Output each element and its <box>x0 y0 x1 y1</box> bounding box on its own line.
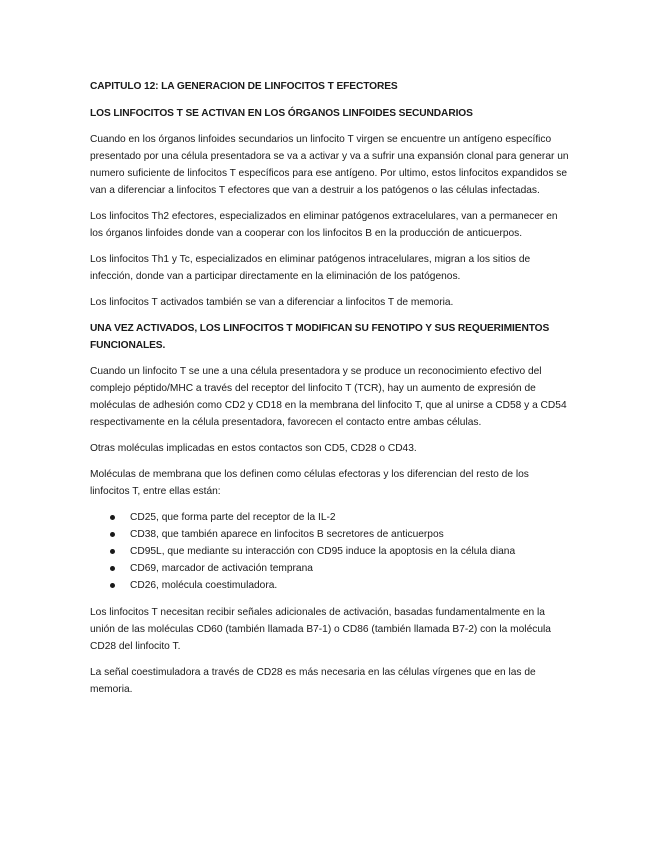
paragraph: Los linfocitos T activados también se van a diferenciar a linfocitos T de memoria. <box>90 297 454 308</box>
paragraph: Otras moléculas implicadas en estos contactos son CD5, CD28 o CD43. <box>90 443 417 454</box>
list-item <box>90 577 570 594</box>
list-item-text: CD69, marcador de activación temprana <box>130 563 313 574</box>
paragraph: La señal coestimuladora a través de CD28 es más necesaria en las células vírgenes que en las de memoria. <box>90 667 536 695</box>
paragraph: Moléculas de membrana que los definen como células efectoras y los diferencian del resto de los linfocitos T, entre ellas están: <box>90 469 529 497</box>
marker-list <box>90 509 570 594</box>
section-heading-activation: LOS LINFOCITOS T SE ACTIVAN EN LOS ÓRGANOS LINFOIDES SECUNDARIOS <box>90 108 473 119</box>
list-item <box>90 509 570 526</box>
list-item <box>90 526 570 543</box>
paragraph: Cuando en los órganos linfoides secundarios un linfocito T virgen se encuentre un antígeno específico presentado por una célula presentadora se va a activar y va a sufrir una expansión clonal para generar un numero suficiente de linfocitos T específicos para ese antígeno. Por ultimo, estos linfocitos expandidos se van a diferenciar a linfocitos T efectores que van a destruir a los patógenos o las células infectadas. <box>90 134 569 196</box>
bullet-icon <box>110 549 115 554</box>
list-item <box>90 560 570 577</box>
bullet-icon <box>110 515 115 520</box>
paragraph: Los linfocitos Th1 y Tc, especializados en eliminar patógenos intracelulares, migran a los sitios de infección, donde van a participar directamente en la eliminación de los patógenos. <box>90 254 531 282</box>
bullet-icon <box>110 566 115 571</box>
list-item-text: CD38, que también aparece en linfocitos B secretores de anticuerpos <box>130 529 444 540</box>
bullet-icon <box>110 583 115 588</box>
paragraph: Cuando un linfocito T se une a una célula presentadora y se produce un reconocimiento efectivo del complejo péptido/MHC a través del receptor del linfocito T (TCR), hay un aumento de expresión de moléculas de adhesión como CD2 y CD18 en la membrana del linfocito T, que al unirse a CD58 y a CD54 respectivamente en la célula presentadora, favorecen el contacto entre ambas células. <box>90 366 567 428</box>
chapter-title: CAPITULO 12: LA GENERACION DE LINFOCITOS T EFECTORES <box>90 81 398 92</box>
bullet-icon <box>110 532 115 537</box>
paragraph: Los linfocitos Th2 efectores, especializados en eliminar patógenos extracelulares, van a permanecer en los órganos linfoides donde van a cooperar con los linfocitos B en la producción de anticuerpos. <box>90 211 558 239</box>
list-item <box>90 543 570 560</box>
document-body <box>90 78 570 707</box>
list-item-text: CD25, que forma parte del receptor de la IL-2 <box>130 512 336 523</box>
list-item-text: CD95L, que mediante su interacción con CD95 induce la apoptosis en la célula diana <box>130 546 516 557</box>
section-heading-phenotype: UNA VEZ ACTIVADOS, LOS LINFOCITOS T MODIFICAN SU FENOTIPO Y SUS REQUERIMIENTOS FUNCIONALES. <box>90 323 550 351</box>
list-item-text: CD26, molécula coestimuladora. <box>130 580 278 591</box>
paragraph: Los linfocitos T necesitan recibir señales adicionales de activación, basadas fundamentalmente en la unión de las moléculas CD60 (también llamada B7-1) o CD86 (también llamada B7-2) con la molécula CD28 del linfocito T. <box>90 607 551 652</box>
